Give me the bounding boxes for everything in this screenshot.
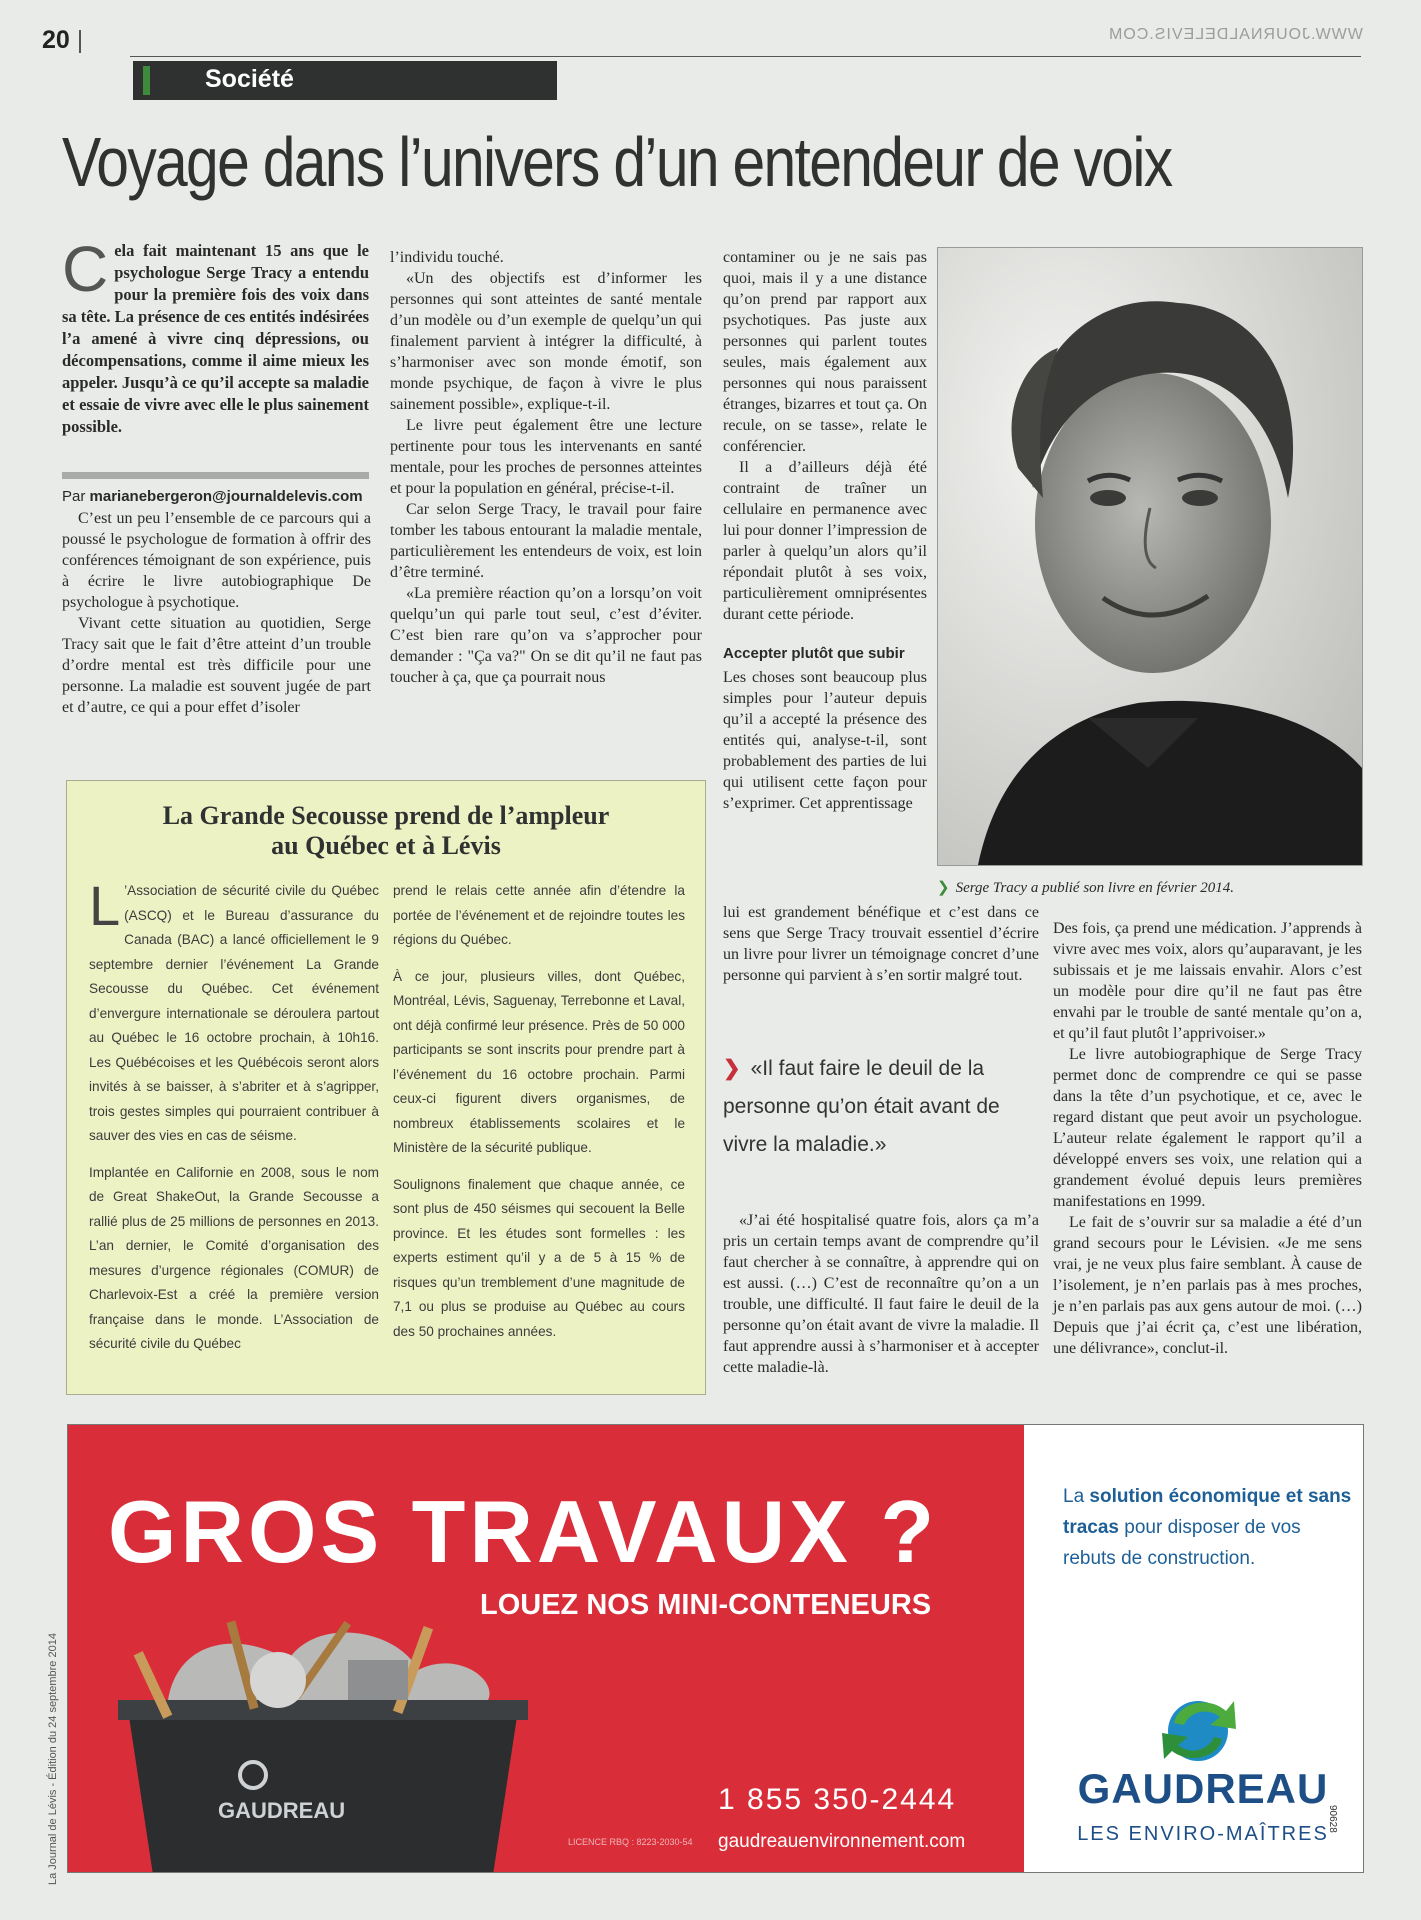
sidebar-box [66, 780, 706, 1395]
caption-arrow-icon: ❯ [937, 879, 950, 896]
byline-email[interactable]: marianebergeron@journaldelevis.com [89, 488, 363, 505]
ad-licence: LICENCE RBQ : 8223-2030-54 [568, 1837, 693, 1847]
paragraph: Soulignons finalement que chaque année, ce sont plus de 450 séismes qui secouent la Belle province. Et les études sont formelles : les experts estiment qu’il y a de 5 à 15 % de risques qu’un tremblement d’une magnitude de 7,1 ou plus se produise au Québec au cours des 50 prochaines années. [393, 1176, 685, 1339]
portrait-illustration [938, 248, 1362, 865]
edition-label: La Journal de Lévis - Édition du 24 septembre 2014 [47, 1633, 59, 1885]
ad-brand: GAUDREAU [1077, 1765, 1329, 1812]
article-column-2 [390, 247, 702, 688]
website-url: WWW.JOURNALDELEVIS.COM [1108, 26, 1363, 43]
section-label: Société [205, 65, 294, 93]
sidebar-column-right [393, 879, 685, 1356]
section-banner [133, 61, 557, 100]
paragraph: Car selon Serge Tracy, le travail pour faire tomber les tabous entourant la maladie mentale, particulièrement les entendeurs de voix, est loin d’être terminé. [390, 501, 702, 581]
paragraph: lui est grandement bénéfique et c’est dans ce sens que Serge Tracy trouvait essentiel d’écrire un livre pour livrer un témoignage concret d’une personne qui parvient à s’en sortir malgré tout. [723, 904, 1039, 984]
bin-brand: GAUDREAU [218, 1798, 346, 1823]
article-column-3 [723, 247, 927, 814]
paragraph: Implantée en Californie en 2008, sous le nom de Great ShakeOut, la Grande Secousse a rallié plus de 25 millions de personnes en 2013. L’an dernier, le Comité d’organisation des mesures d’urgence régionales (COMUR) de Charlevoix-Est a créé la première version française dans le monde. L’Association de sécurité civile du Québec [89, 1164, 379, 1351]
article-column-4 [1053, 918, 1362, 1359]
paragraph: Le livre peut également être une lecture pertinente pour tous les intervenants en santé mentale, pour les proches de personnes atteintes et pour la population en général, précise-t-il. [390, 417, 702, 497]
page-number: 20 | [42, 26, 84, 54]
sidebar-dropcap: L [89, 874, 121, 937]
top-rule [130, 56, 1361, 57]
sidebar-title: La Grande Secousse prend de l’ampleur au Québec et à Lévis [162, 801, 610, 860]
ad-headline: GROS TRAVAUX ? [108, 1482, 939, 1581]
ad-code: 90628 [1327, 1805, 1338, 1833]
author-photo [937, 247, 1363, 866]
paragraph: Il a d’ailleurs déjà été contraint de traîner un cellulaire en permanence avec lui pour donner l’impression de parler à quelqu’un alors qu’il répondait plutôt à ses voix, particulièrement omniprésentes durant cette période. [723, 459, 927, 623]
ad-url[interactable]: gaudreauenvironnement.com [718, 1831, 966, 1852]
lede [62, 233, 369, 438]
ad-red-panel [68, 1425, 1024, 1872]
paragraph: L ’Association de sécurité civile du Québec (ASCQ) et le Bureau d’assurance du Canada (BAC) a lancé officiellement le 9 septembre dernier l’événement La Grande Secousse du Québec. Cet événement d’envergure internationale se déroulera partout au Québec le 16 octobre prochain, à 10h16. Les Québécoises et les Québécois seront alors invités à se baisser, à s’abriter et à s’agripper, trois gestes simples qui pourraient contribuer à sauver des vies en cas de séisme. [89, 874, 379, 1143]
paragraph: «Un des objectifs est d’informer les personnes qui sont atteintes de santé mentale d’un modèle ou d’un exemple de quelqu’un qui finalement parvient à intégrer la difficulté, à s’harmoniser avec son monde émotif, son monde psychique, de façon à vivre le plus sainement possible», explique-t-il. [390, 270, 702, 413]
subhead: Accepter plutôt que subir [723, 645, 905, 662]
section-accent [143, 66, 150, 95]
article-column-3-continued [723, 902, 1039, 986]
pull-quote: ❯ «Il faut faire le deuil de la personne qu’on était avant de vivre la maladie.» [723, 1057, 1000, 1156]
lede-rule [62, 472, 369, 479]
paragraph: l’individu touché. [390, 249, 504, 266]
article-column-3-bottom [723, 1210, 1039, 1378]
paragraph: Vivant cette situation au quotidien, Serge Tracy sait que le fait d’être atteint d’un trouble d’ordre mental est très difficile pour une personne. La maladie est souvent jugée de part et d’autre, ce qui a pour effet d’isoler [62, 615, 371, 716]
paragraph: À ce jour, plusieurs villes, dont Québec, Montréal, Lévis, Saguenay, Terrebonne et Laval, ont déjà confirmé leur présence. Près de 50 000 participants se sont inscrits pour prendre part à l’événement du 16 octobre prochain. Parmi ceux-ci figurent divers organismes, de nombreux établissements scolaires et le Ministère de la sécurité publique. [393, 968, 685, 1155]
sidebar-column-left [89, 874, 379, 1369]
ad-phone[interactable]: 1 855 350-2444 [718, 1783, 957, 1816]
quote-arrow-icon: ❯ [723, 1057, 741, 1080]
lede-dropcap: C [62, 233, 109, 305]
byline: Par marianebergeron@journaldelevis.com [62, 488, 363, 505]
photo-caption: ❯ Serge Tracy a publié son livre en février 2014. [937, 879, 1234, 896]
advertisement[interactable] [67, 1424, 1364, 1873]
paragraph: prend le relais cette année afin d’étendre la portée de l’événement et de rejoindre toutes les régions du Québec. [393, 883, 685, 947]
gaudreau-logo-icon [1138, 1693, 1258, 1763]
ad-brand-sub: LES ENVIRO-MAÎTRES [1077, 1823, 1329, 1845]
paragraph: «J’ai été hospitalisé quatre fois, alors ça m’a pris un certain temps avant de comprendre qu’il faut chercher à se connaître, à apprendre qui on est aussi. (…) C’est de reconnaître qu’on a un trouble, une difficulté. Il faut faire le deuil de la personne qu’on était avant de vivre la maladie. Il faut apprendre aussi à s’harmoniser et à accepter cette maladie-là. [723, 1212, 1039, 1376]
headline: Voyage dans l’univers d’un entendeur de voix [62, 123, 1172, 201]
paragraph: contaminer ou je ne sais pas quoi, mais il y a une distance qu’on prend par rapport aux psychotiques. Pas juste aux personnes qui parlent toutes seules, mais également aux personnes qui nous paraissent étranges, bizarres et tout ça. On recule, on se tasse», relate le conférencier. [723, 249, 927, 455]
ad-tagline: La solution économique et sans tracas pour disposer de vos rebuts de construction. [1063, 1486, 1352, 1569]
paragraph: Des fois, ça prend une médication. J’apprends à vivre avec mes voix, alors qu’auparavant, je les subissais et je me laissais envahir. Alors c’est un modèle pour dire qu’il ne faut pas être envahi par le trouble de santé mentale qu’on a, et qu’il faut plutôt l’apprivoiser.» [1053, 920, 1362, 1042]
article-column-1 [62, 508, 371, 718]
dumpster-illustration [88, 1620, 548, 1872]
paragraph: C’est un peu l’ensemble de ce parcours qui a poussé le psychologue de formation à offrir des conférences témoignant de son expérience, puis à écrire le livre autobiographique De psychologue à psychotique. [62, 510, 371, 611]
ad-subline: LOUEZ NOS MINI-CONTENEURS [480, 1589, 932, 1621]
paragraph: Les choses sont beaucoup plus simples pour l’auteur depuis qu’il a accepté la présence des entités qui, analyse-t-il, sont probablement des parties de lui qui utilisent cette façon pour s’exprimer. Cet apprentissage [723, 669, 927, 812]
paragraph: «La première réaction qu’on a lorsqu’on voit quelqu’un qui parle tout seul, c’est d’éviter. C’est bien rare qu’on va s’approcher pour demander : "Ça va?" On se dit qu’il ne faut pas toucher à ça, que ça pourrait nous [390, 585, 702, 686]
paragraph: Le fait de s’ouvrir sur sa maladie a été d’un grand secours pour le Lévisien. «Je me sens vrai, je ne veux plus faire semblant. À cause de l’isolement, je n’en parlais pas à mes proches, je n’en parlais pas aux gens autour de moi. (…) Depuis que j’ai écrit ça, c’est une libération, une délivrance», conclut-il. [1053, 1214, 1362, 1357]
paragraph: Le livre autobiographique de Serge Tracy permet donc de comprendre ce qui se passe dans la tête d’un psychotique, et ce, avec le regard distant que peut avoir un psychologue. L’auteur relate également le rapport qu’il a développé envers ses voix, une relation qui a grandement évolué depuis leurs premières manifestations en 1999. [1053, 1046, 1362, 1210]
lede-text: ela fait maintenant 15 ans que le psychologue Serge Tracy a entendu pour la première fois des voix dans sa tête. La présence de ces entités indésirées l’a amené à vivre cinq dépressions, ou décompensations, comme il aime mieux les appeler. Jusqu’à ce qu’il accepte sa maladie et essaie de vivre avec elle le plus sainement possible. [62, 241, 369, 436]
